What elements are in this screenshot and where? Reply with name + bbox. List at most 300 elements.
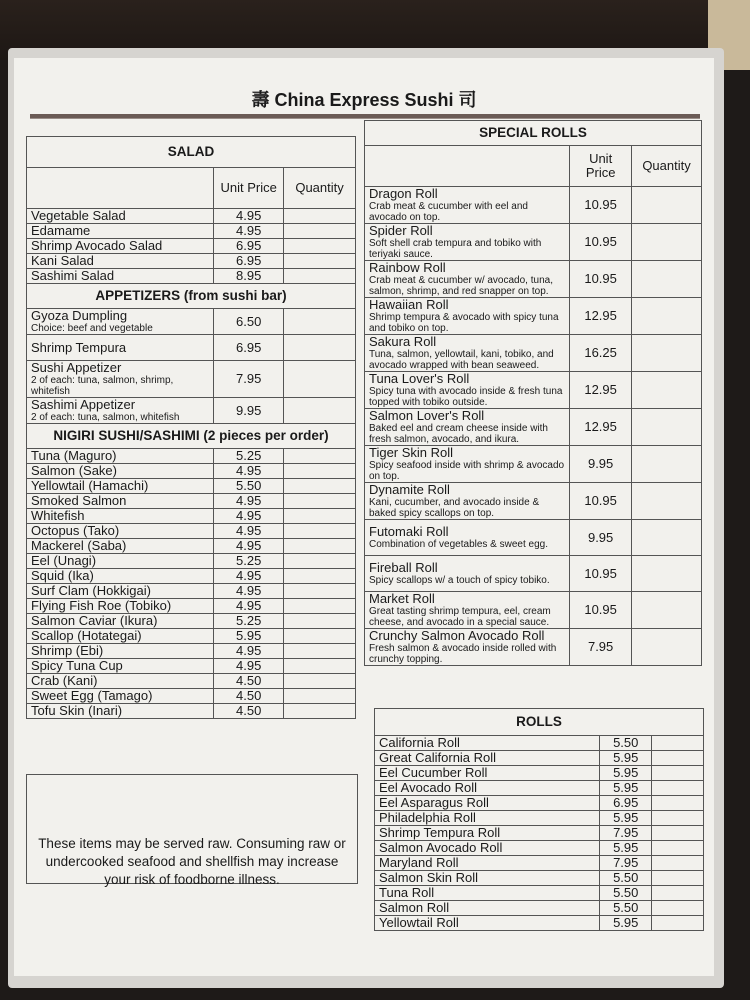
item-name-cell bbox=[27, 309, 214, 335]
item-name: Sakura Roll bbox=[369, 334, 437, 349]
item-name: Salmon Caviar (Ikura) bbox=[31, 613, 158, 628]
item-name-cell bbox=[27, 464, 214, 479]
item-price: 10.95 bbox=[570, 592, 632, 629]
item-price: 5.50 bbox=[600, 871, 652, 886]
item-price: 10.95 bbox=[570, 261, 632, 298]
item-name: Salmon (Sake) bbox=[31, 463, 117, 478]
item-price: 9.95 bbox=[214, 398, 284, 424]
item-name: Whitefish bbox=[31, 508, 85, 523]
item-name-cell bbox=[27, 209, 214, 224]
salad-heading: SALAD bbox=[27, 137, 356, 168]
menu-item-row bbox=[365, 556, 702, 592]
menu-item-row bbox=[27, 644, 356, 659]
quantity-cell bbox=[652, 886, 704, 901]
item-name: Fireball Roll bbox=[369, 560, 438, 575]
item-price: 5.95 bbox=[600, 751, 652, 766]
quantity-cell bbox=[652, 826, 704, 841]
item-price: 5.25 bbox=[214, 449, 284, 464]
quantity-cell bbox=[284, 569, 356, 584]
item-name: Tuna (Maguro) bbox=[31, 448, 117, 463]
quantity-cell bbox=[652, 811, 704, 826]
item-name: Shrimp Avocado Salad bbox=[31, 238, 163, 253]
quantity-cell bbox=[284, 335, 356, 361]
menu-item-row bbox=[365, 446, 702, 483]
section-heading-row bbox=[375, 709, 704, 736]
menu-item-row bbox=[27, 269, 356, 284]
item-description: Baked eel and cream cheese inside with fresh salmon, avocado, and ikura. bbox=[369, 423, 548, 445]
menu-item-row bbox=[27, 584, 356, 599]
item-description: Soft shell crab tempura and tobiko with teriyaki sauce. bbox=[369, 238, 542, 260]
menu-item-row bbox=[365, 298, 702, 335]
section-heading-row bbox=[27, 284, 356, 309]
quantity-cell bbox=[284, 659, 356, 674]
item-name: Crab (Kani) bbox=[31, 673, 98, 688]
item-price: 5.95 bbox=[214, 629, 284, 644]
item-price: 4.95 bbox=[214, 464, 284, 479]
item-name: Squid (Ika) bbox=[31, 568, 94, 583]
item-name-cell bbox=[27, 659, 214, 674]
item-name-cell bbox=[375, 841, 600, 856]
title-rule bbox=[30, 114, 700, 119]
menu-title: 壽 China Express Sushi 司 bbox=[251, 90, 477, 110]
item-name: Vegetable Salad bbox=[31, 208, 126, 223]
unit-price-header: Unit Price bbox=[214, 168, 284, 209]
item-price: 4.95 bbox=[214, 569, 284, 584]
special_rolls-heading: SPECIAL ROLLS bbox=[365, 121, 702, 146]
item-price: 4.50 bbox=[214, 674, 284, 689]
menu-item-row bbox=[27, 539, 356, 554]
menu-item-row bbox=[27, 524, 356, 539]
item-name-cell bbox=[375, 811, 600, 826]
menu-page bbox=[14, 58, 714, 976]
item-price: 4.95 bbox=[214, 494, 284, 509]
item-name-cell bbox=[27, 335, 214, 361]
rolls-table bbox=[374, 708, 704, 931]
item-name: Futomaki Roll bbox=[369, 524, 449, 539]
item-name-cell bbox=[27, 509, 214, 524]
item-name: Market Roll bbox=[369, 591, 435, 606]
item-price: 7.95 bbox=[600, 826, 652, 841]
item-price: 4.50 bbox=[214, 689, 284, 704]
item-name-cell bbox=[375, 736, 600, 751]
item-price: 4.95 bbox=[214, 584, 284, 599]
quantity-cell bbox=[652, 841, 704, 856]
quantity-cell bbox=[284, 479, 356, 494]
quantity-cell bbox=[632, 298, 702, 335]
item-name-cell bbox=[27, 569, 214, 584]
item-name-cell bbox=[27, 524, 214, 539]
item-name: Crunchy Salmon Avocado Roll bbox=[369, 628, 545, 643]
item-name: Shrimp Tempura bbox=[31, 339, 127, 355]
warning-text: These items may be served raw. Consuming raw or undercooked seafood and shellfish may increase your risk of foodborne illness. bbox=[38, 836, 346, 887]
menu-item-row bbox=[27, 239, 356, 254]
item-name-cell bbox=[27, 224, 214, 239]
menu-item-row bbox=[27, 254, 356, 269]
item-name-cell bbox=[365, 556, 570, 592]
menu-item-row bbox=[365, 372, 702, 409]
item-name-cell bbox=[27, 494, 214, 509]
item-name: Tuna Lover's Roll bbox=[369, 371, 470, 386]
item-name-cell bbox=[365, 372, 570, 409]
item-name-cell bbox=[27, 398, 214, 424]
item-name-cell bbox=[375, 856, 600, 871]
item-name: Edamame bbox=[31, 223, 91, 238]
item-price: 4.95 bbox=[214, 509, 284, 524]
item-name: Philadelphia Roll bbox=[379, 810, 476, 825]
quantity-cell bbox=[284, 704, 356, 719]
item-name-cell bbox=[365, 592, 570, 629]
item-name-cell bbox=[27, 239, 214, 254]
menu-item-row bbox=[27, 224, 356, 239]
menu-item-row bbox=[27, 599, 356, 614]
quantity-cell bbox=[284, 629, 356, 644]
item-price: 4.95 bbox=[214, 644, 284, 659]
menu-item-row bbox=[27, 659, 356, 674]
item-name: Maryland Roll bbox=[379, 855, 459, 870]
quantity-cell bbox=[632, 372, 702, 409]
item-name: Tofu Skin (Inari) bbox=[31, 703, 123, 718]
quantity-cell bbox=[652, 901, 704, 916]
item-price: 5.25 bbox=[214, 554, 284, 569]
menu-item-row bbox=[365, 224, 702, 261]
quantity-cell bbox=[284, 209, 356, 224]
quantity-cell bbox=[284, 509, 356, 524]
menu-item-row bbox=[375, 766, 704, 781]
item-name: Sashimi Salad bbox=[31, 268, 115, 283]
section-heading-row bbox=[27, 424, 356, 449]
item-price: 5.95 bbox=[600, 841, 652, 856]
item-name-cell bbox=[365, 224, 570, 261]
item-name: Shrimp Tempura Roll bbox=[379, 825, 501, 840]
item-price: 4.95 bbox=[214, 599, 284, 614]
item-price: 12.95 bbox=[570, 298, 632, 335]
item-name: Spider Roll bbox=[369, 223, 433, 238]
item-price: 9.95 bbox=[570, 520, 632, 556]
quantity-cell bbox=[284, 398, 356, 424]
menu-item-row bbox=[27, 209, 356, 224]
item-name: Dragon Roll bbox=[369, 186, 438, 201]
item-name: Eel Cucumber Roll bbox=[379, 765, 488, 780]
quantity-cell bbox=[284, 599, 356, 614]
item-description: Crab meat & cucumber w/ avocado, tuna, salmon, shrimp, and red snapper on top. bbox=[369, 275, 553, 297]
quantity-cell bbox=[652, 781, 704, 796]
item-name-cell bbox=[27, 584, 214, 599]
menu-item-row bbox=[27, 464, 356, 479]
quantity-cell bbox=[284, 494, 356, 509]
item-name-cell bbox=[27, 674, 214, 689]
item-price: 5.50 bbox=[600, 736, 652, 751]
item-name-cell bbox=[27, 449, 214, 464]
item-name-cell bbox=[27, 361, 214, 398]
item-name: Tiger Skin Roll bbox=[369, 445, 454, 460]
menu-item-row bbox=[27, 361, 356, 398]
quantity-cell bbox=[284, 449, 356, 464]
item-name-cell bbox=[27, 629, 214, 644]
quantity-cell bbox=[632, 592, 702, 629]
item-name: Smoked Salmon bbox=[31, 493, 127, 508]
item-name-cell bbox=[27, 704, 214, 719]
item-price: 8.95 bbox=[214, 269, 284, 284]
item-price: 5.95 bbox=[600, 916, 652, 931]
item-description: Fresh salmon & avocado inside rolled with crunchy topping. bbox=[369, 643, 557, 665]
item-name-cell bbox=[365, 298, 570, 335]
menu-item-row bbox=[365, 261, 702, 298]
item-price: 10.95 bbox=[570, 224, 632, 261]
menu-item-row bbox=[365, 335, 702, 372]
unit-price-header: Unit Price bbox=[570, 146, 632, 187]
item-name: Kani Salad bbox=[31, 253, 94, 268]
menu-item-row bbox=[365, 187, 702, 224]
item-price: 7.95 bbox=[570, 629, 632, 666]
item-name-cell bbox=[375, 781, 600, 796]
menu-item-row bbox=[27, 614, 356, 629]
item-name-cell bbox=[27, 599, 214, 614]
menu-item-row bbox=[375, 781, 704, 796]
section-heading-row bbox=[27, 137, 356, 168]
rolls-heading: ROLLS bbox=[375, 709, 704, 736]
quantity-cell bbox=[652, 856, 704, 871]
quantity-cell bbox=[284, 224, 356, 239]
item-name-cell bbox=[375, 916, 600, 931]
item-price: 4.50 bbox=[214, 704, 284, 719]
item-description: Combination of vegetables & sweet egg. bbox=[369, 539, 548, 550]
column-header-row bbox=[27, 168, 356, 209]
item-price: 7.95 bbox=[214, 361, 284, 398]
item-name-cell bbox=[365, 629, 570, 666]
item-name-cell bbox=[27, 644, 214, 659]
item-price: 6.95 bbox=[214, 239, 284, 254]
quantity-cell bbox=[652, 796, 704, 811]
item-description: Spicy scallops w/ a touch of spicy tobiko. bbox=[369, 575, 550, 586]
item-name: Dynamite Roll bbox=[369, 482, 450, 497]
menu-item-row bbox=[27, 554, 356, 569]
item-description: Tuna, salmon, yellowtail, kani, tobiko, and avocado wrapped with bean seaweed. bbox=[369, 349, 554, 371]
quantity-cell bbox=[284, 361, 356, 398]
quantity-cell bbox=[632, 409, 702, 446]
item-name: Mackerel (Saba) bbox=[31, 538, 127, 553]
item-name-cell bbox=[27, 269, 214, 284]
blank-header-cell bbox=[365, 146, 570, 187]
menu-item-row bbox=[375, 826, 704, 841]
item-price: 10.95 bbox=[570, 187, 632, 224]
menu-item-row bbox=[375, 871, 704, 886]
menu-item-row bbox=[375, 901, 704, 916]
item-name-cell bbox=[375, 766, 600, 781]
menu-item-row bbox=[365, 483, 702, 520]
item-description: Choice: beef and vegetable bbox=[31, 323, 153, 334]
item-price: 5.95 bbox=[600, 766, 652, 781]
item-name: Yellowtail (Hamachi) bbox=[31, 478, 149, 493]
item-description: Shrimp tempura & avocado with spicy tuna and tobiko on top. bbox=[369, 312, 559, 334]
menu-item-row bbox=[365, 629, 702, 666]
menu-item-row bbox=[375, 811, 704, 826]
quantity-cell bbox=[652, 751, 704, 766]
item-name: California Roll bbox=[379, 735, 460, 750]
special-rolls-table bbox=[364, 120, 702, 666]
quantity-cell bbox=[284, 524, 356, 539]
menu-item-row bbox=[27, 309, 356, 335]
quantity-cell bbox=[632, 483, 702, 520]
quantity-cell bbox=[652, 766, 704, 781]
appetizers-heading: APPETIZERS (from sushi bar) bbox=[27, 284, 356, 309]
item-price: 16.25 bbox=[570, 335, 632, 372]
item-description: 2 of each: tuna, salmon, whitefish bbox=[31, 412, 180, 423]
section-heading-row bbox=[365, 121, 702, 146]
menu-item-row bbox=[365, 592, 702, 629]
item-price: 4.95 bbox=[214, 224, 284, 239]
quantity-header: Quantity bbox=[284, 168, 356, 209]
quantity-cell bbox=[284, 614, 356, 629]
quantity-cell bbox=[284, 269, 356, 284]
blank-header-cell bbox=[27, 168, 214, 209]
item-name-cell bbox=[365, 483, 570, 520]
item-name: Scallop (Hotategai) bbox=[31, 628, 142, 643]
menu-item-row bbox=[27, 335, 356, 361]
item-name: Surf Clam (Hokkigai) bbox=[31, 583, 151, 598]
raw-food-warning bbox=[26, 774, 358, 887]
item-name-cell bbox=[365, 409, 570, 446]
left-menu-table bbox=[26, 136, 356, 719]
item-price: 10.95 bbox=[570, 556, 632, 592]
item-description: Great tasting shrimp tempura, eel, cream cheese, and avocado in a special sauce. bbox=[369, 606, 551, 628]
item-name: Eel (Unagi) bbox=[31, 553, 97, 568]
item-name-cell bbox=[27, 539, 214, 554]
item-price: 7.95 bbox=[600, 856, 652, 871]
item-name-cell bbox=[27, 614, 214, 629]
item-name-cell bbox=[365, 261, 570, 298]
quantity-cell bbox=[632, 556, 702, 592]
item-name: Salmon Roll bbox=[379, 900, 450, 915]
item-name-cell bbox=[27, 554, 214, 569]
quantity-cell bbox=[284, 689, 356, 704]
item-name-cell bbox=[375, 871, 600, 886]
item-name: Rainbow Roll bbox=[369, 260, 446, 275]
quantity-cell bbox=[652, 871, 704, 886]
item-name: Eel Asparagus Roll bbox=[379, 795, 489, 810]
item-description: 2 of each: tuna, salmon, shrimp, whitefish bbox=[31, 375, 174, 397]
quantity-cell bbox=[284, 254, 356, 269]
item-price: 5.95 bbox=[600, 811, 652, 826]
menu-item-row bbox=[27, 398, 356, 424]
quantity-cell bbox=[632, 446, 702, 483]
item-description: Spicy seafood inside with shrimp & avocado on top. bbox=[369, 460, 565, 482]
quantity-cell bbox=[632, 520, 702, 556]
item-name: Gyoza Dumpling bbox=[31, 308, 128, 323]
quantity-cell bbox=[284, 309, 356, 335]
item-description: Kani, cucumber, and avocado inside & baked spicy scallops on top. bbox=[369, 497, 540, 519]
menu-item-row bbox=[375, 796, 704, 811]
quantity-cell bbox=[284, 584, 356, 599]
menu-item-row bbox=[375, 736, 704, 751]
item-price: 9.95 bbox=[570, 446, 632, 483]
item-name: Sashimi Appetizer bbox=[31, 397, 136, 412]
quantity-cell bbox=[632, 629, 702, 666]
item-description: Crab meat & cucumber with eel and avocado on top. bbox=[369, 201, 528, 223]
item-name: Spicy Tuna Cup bbox=[31, 658, 123, 673]
item-name: Eel Avocado Roll bbox=[379, 780, 478, 795]
menu-item-row bbox=[27, 689, 356, 704]
item-price: 5.25 bbox=[214, 614, 284, 629]
nigiri-heading: NIGIRI SUSHI/SASHIMI (2 pieces per order) bbox=[27, 424, 356, 449]
column-header-row bbox=[365, 146, 702, 187]
quantity-cell bbox=[632, 187, 702, 224]
item-price: 5.95 bbox=[600, 781, 652, 796]
item-name-cell bbox=[365, 187, 570, 224]
item-name: Shrimp (Ebi) bbox=[31, 643, 104, 658]
item-name-cell bbox=[375, 886, 600, 901]
item-name-cell bbox=[27, 479, 214, 494]
item-name-cell bbox=[27, 254, 214, 269]
item-name: Flying Fish Roe (Tobiko) bbox=[31, 598, 172, 613]
menu-item-row bbox=[375, 886, 704, 901]
quantity-cell bbox=[284, 674, 356, 689]
menu-item-row bbox=[27, 449, 356, 464]
item-description: Spicy tuna with avocado inside & fresh tuna topped with tobiko outside. bbox=[369, 386, 563, 408]
item-price: 12.95 bbox=[570, 409, 632, 446]
item-name-cell bbox=[375, 751, 600, 766]
item-price: 4.95 bbox=[214, 524, 284, 539]
item-price: 4.95 bbox=[214, 539, 284, 554]
item-price: 4.95 bbox=[214, 659, 284, 674]
menu-item-row bbox=[27, 569, 356, 584]
menu-item-row bbox=[27, 494, 356, 509]
quantity-cell bbox=[284, 554, 356, 569]
menu-item-row bbox=[365, 520, 702, 556]
quantity-cell bbox=[284, 239, 356, 254]
menu-item-row bbox=[375, 916, 704, 931]
item-name: Octopus (Tako) bbox=[31, 523, 120, 538]
quantity-cell bbox=[632, 224, 702, 261]
menu-item-row bbox=[27, 704, 356, 719]
item-name: Salmon Avocado Roll bbox=[379, 840, 503, 855]
item-name-cell bbox=[375, 826, 600, 841]
quantity-header: Quantity bbox=[632, 146, 702, 187]
menu-item-row bbox=[375, 841, 704, 856]
quantity-cell bbox=[652, 736, 704, 751]
quantity-cell bbox=[632, 335, 702, 372]
item-name: Yellowtail Roll bbox=[379, 915, 459, 930]
item-price: 6.95 bbox=[600, 796, 652, 811]
quantity-cell bbox=[652, 916, 704, 931]
menu-item-row bbox=[27, 509, 356, 524]
menu-item-row bbox=[27, 674, 356, 689]
quantity-cell bbox=[284, 539, 356, 554]
item-price: 6.50 bbox=[214, 309, 284, 335]
item-name-cell bbox=[375, 901, 600, 916]
item-price: 5.50 bbox=[214, 479, 284, 494]
item-name: Salmon Skin Roll bbox=[379, 870, 478, 885]
menu-item-row bbox=[375, 856, 704, 871]
item-price: 10.95 bbox=[570, 483, 632, 520]
item-price: 5.50 bbox=[600, 886, 652, 901]
quantity-cell bbox=[284, 464, 356, 479]
item-price: 4.95 bbox=[214, 209, 284, 224]
menu-item-row bbox=[27, 629, 356, 644]
item-price: 6.95 bbox=[214, 335, 284, 361]
item-name: Tuna Roll bbox=[379, 885, 435, 900]
menu-item-row bbox=[375, 751, 704, 766]
menu-item-row bbox=[27, 479, 356, 494]
item-name-cell bbox=[365, 446, 570, 483]
item-name: Salmon Lover's Roll bbox=[369, 408, 485, 423]
item-name: Sweet Egg (Tamago) bbox=[31, 688, 153, 703]
item-price: 12.95 bbox=[570, 372, 632, 409]
item-name-cell bbox=[27, 689, 214, 704]
item-price: 6.95 bbox=[214, 254, 284, 269]
item-name-cell bbox=[365, 520, 570, 556]
item-name: Sushi Appetizer bbox=[31, 360, 122, 375]
item-name-cell bbox=[375, 796, 600, 811]
